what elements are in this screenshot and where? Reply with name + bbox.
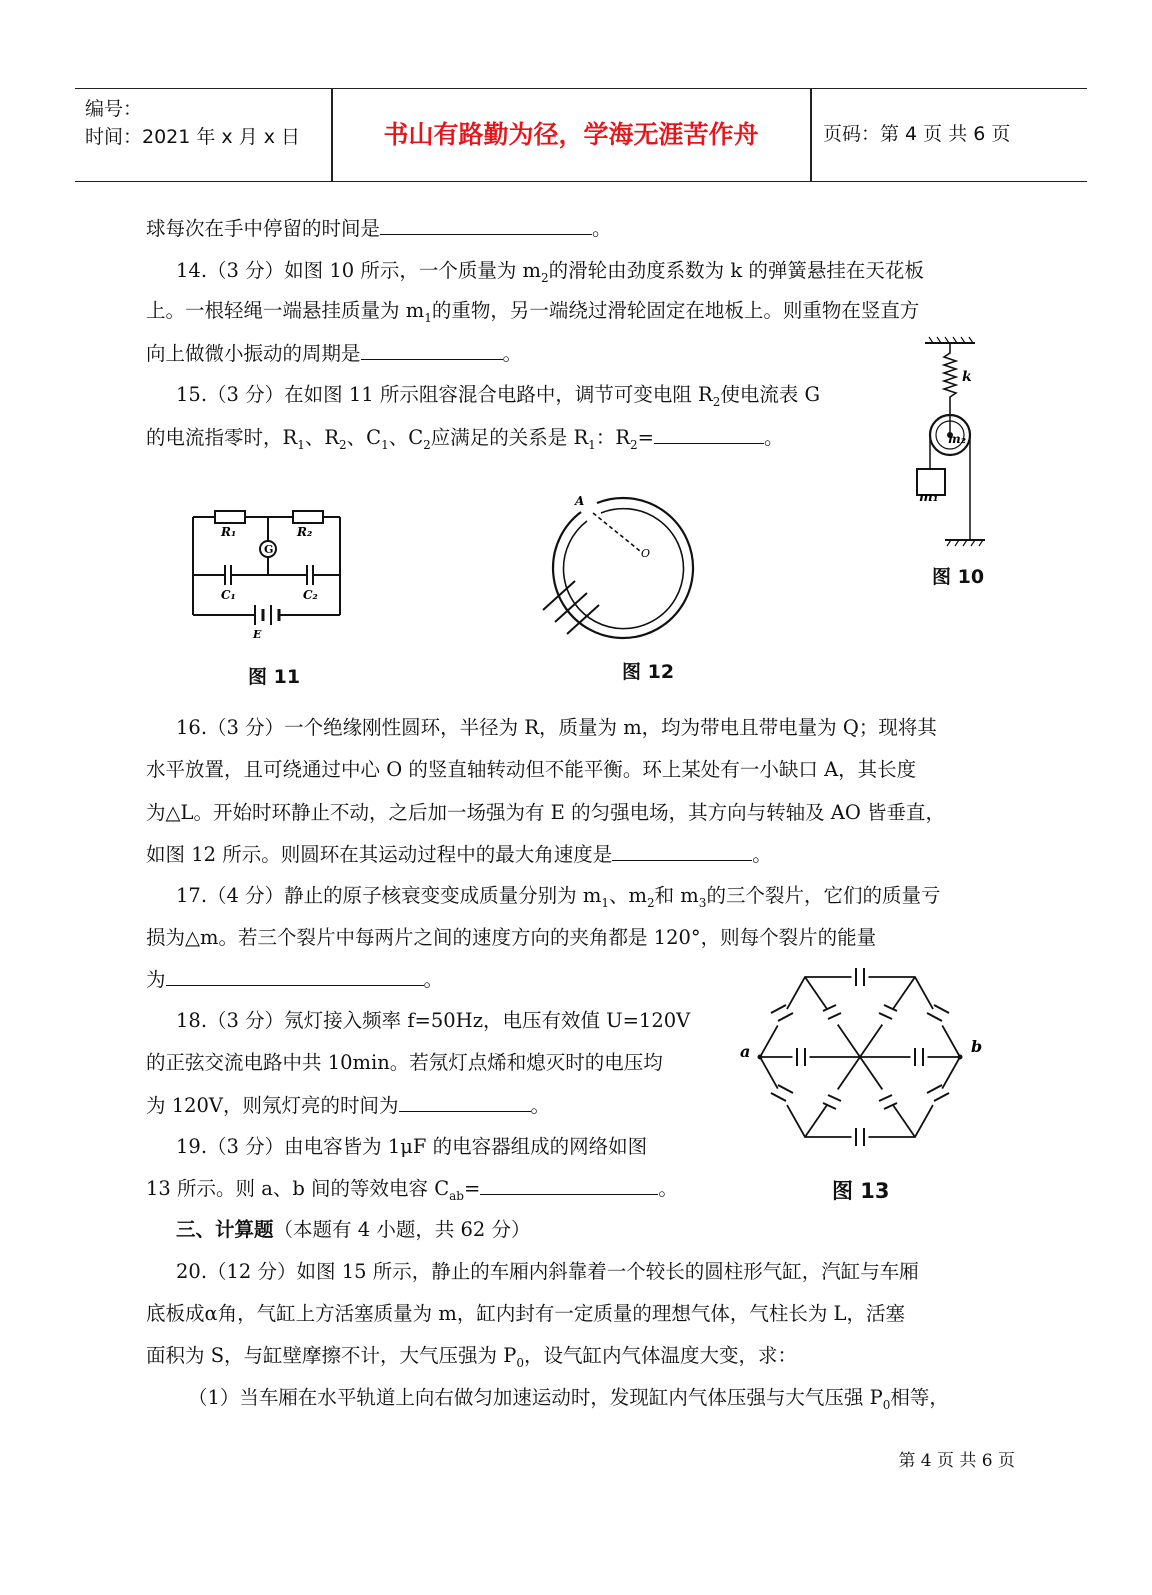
q16-line4: 如图 12 所示。则圆环在其运动过程中的最大角速度是 。 bbox=[146, 843, 772, 866]
svg-text:G: G bbox=[264, 543, 274, 556]
q20-line2: 底板成α角，气缸上方活塞质量为 m，缸内封有一定质量的理想气体，气柱长为 L，活塞 bbox=[146, 1302, 906, 1325]
figure-13-caption: 图 13 bbox=[832, 1179, 890, 1203]
q15-line2: 的电流指零时，$R_1$、$R_2$、$C_1$、$C_2$应满足的关系是 $R_1$：$R_2=$ 。 bbox=[146, 426, 784, 452]
header-divider bbox=[810, 89, 812, 181]
svg-text:C₂: C₂ bbox=[303, 588, 318, 602]
figure-12 bbox=[535, 485, 715, 645]
page-footer: 第 4 页 共 6 页 bbox=[898, 1451, 1015, 1471]
figure-10 bbox=[905, 335, 995, 555]
date-label: 时间：2021 年 x 月 x 日 bbox=[85, 126, 301, 148]
figure-11-caption: 图 11 bbox=[248, 666, 301, 688]
q19-line2: 13 所示。则 a、b 间的等效电容 $C_{ab}=$ 。 bbox=[146, 1177, 678, 1203]
q13-tail: 球每次在手中停留的时间是 。 bbox=[146, 217, 612, 240]
q16-line2: 水平放置，且可绕通过中心 O 的竖直轴转动但不能平衡。环上某处有一小缺口 A，其长度 bbox=[146, 758, 917, 781]
svg-text:k: k bbox=[962, 369, 972, 385]
q16-line1: 16.（3 分）一个绝缘刚性圆环，半径为 R，质量为 m，均为带电且带电量为 Q；现将其 bbox=[176, 716, 937, 739]
svg-text:b: b bbox=[971, 1037, 983, 1056]
q15-line1: 15.（3 分）在如图 11 所示阻容混合电路中，调节可变电阻 $R_2$使电流表 G bbox=[176, 383, 821, 409]
q14-line2: 上。一根轻绳一端悬挂质量为 $m_1$的重物，另一端绕过滑轮固定在地板上。则重物在竖直方 bbox=[146, 299, 920, 325]
q20-line1: 20.（12 分）如图 15 所示，静止的车厢内斜靠着一个较长的圆柱形气缸，汽缸与车厢 bbox=[176, 1260, 919, 1283]
q20-line4: （1）当车厢在水平轨道上向右做匀加速运动时，发现缸内气体压强与大气压强 $P_0$相等， bbox=[188, 1386, 949, 1412]
q20-line3: 面积为 S，与缸壁摩擦不计，大气压强为 $P_0$，设气缸内气体温度大变，求： bbox=[146, 1344, 798, 1370]
figure-12-caption: 图 12 bbox=[622, 661, 675, 683]
figure-10-caption: 图 10 bbox=[932, 566, 985, 588]
q17-line3: 为 。 bbox=[146, 968, 444, 991]
svg-text:R₂: R₂ bbox=[297, 525, 313, 539]
header-meta bbox=[85, 95, 300, 151]
q17-line2: 损为△m。若三个裂片中每两片之间的速度方向的夹角都是 120°，则每个裂片的能量 bbox=[146, 926, 877, 949]
svg-text:C₁: C₁ bbox=[221, 588, 236, 602]
q19-line1: 19.（3 分）由电容皆为 1μF 的电容器组成的网络如图 bbox=[176, 1135, 648, 1158]
q17-line1: 17.（4 分）静止的原子核衰变变成质量分别为 $m_1$、$m_2$和 $m_3$的三个裂片，它们的质量亏 bbox=[176, 884, 941, 910]
q14-line1: 14.（3 分）如图 10 所示，一个质量为 $m_2$的滑轮由劲度系数为 k 的弹簧悬挂在天花板 bbox=[176, 259, 924, 285]
svg-text:m₂: m₂ bbox=[948, 432, 966, 446]
number-label: 编号： bbox=[85, 98, 143, 120]
svg-text:O: O bbox=[641, 547, 651, 560]
q18-line2: 的正弦交流电路中共 10min。若氖灯点烯和熄灭时的电压均 bbox=[146, 1051, 663, 1074]
q18-line3: 为 120V，则氖灯亮的时间为 。 bbox=[146, 1094, 551, 1117]
svg-text:E: E bbox=[253, 628, 262, 641]
page-header bbox=[75, 88, 1087, 182]
section-3-heading: 三、计算题（本题有 4 小题，共 62 分） bbox=[176, 1218, 531, 1241]
q14-line3: 向上做微小振动的周期是 。 bbox=[146, 342, 523, 365]
motto: 书山有路勤为径，学海无涯苦作舟 bbox=[383, 120, 759, 149]
q16-line3: 为△L。开始时环静止不动，之后加一场强为有 E 的匀强电场，其方向与转轴及 AO 皆垂直， bbox=[146, 801, 946, 824]
svg-text:a: a bbox=[740, 1042, 751, 1061]
page-info: 页码：第 4 页 共 6 页 bbox=[823, 123, 1011, 145]
figure-11 bbox=[185, 505, 350, 650]
svg-text:A: A bbox=[575, 494, 585, 508]
svg-text:m₁: m₁ bbox=[919, 490, 939, 505]
q18-line1: 18.（3 分）氖灯接入频率 f=50Hz，电压有效值 U=120V bbox=[176, 1009, 691, 1032]
svg-text:R₁: R₁ bbox=[221, 525, 237, 539]
